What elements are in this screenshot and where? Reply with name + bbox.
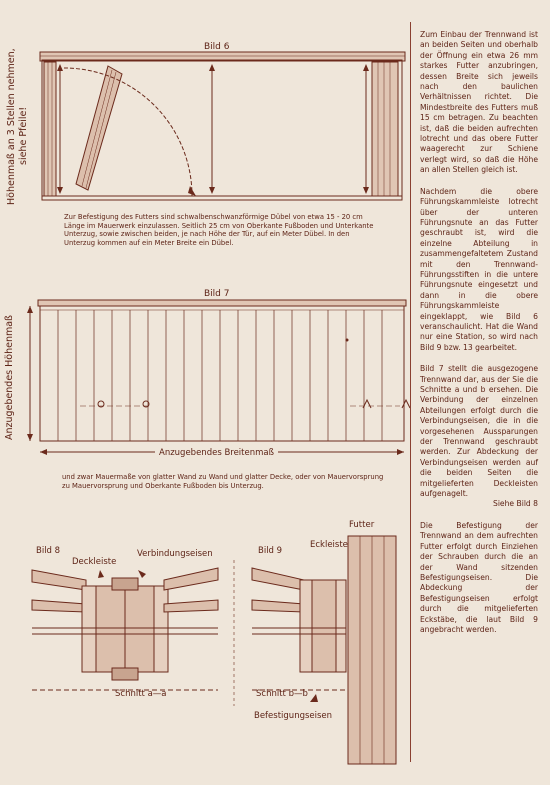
- fig9-eckleiste-label: Eckleiste: [310, 540, 348, 550]
- fig6-side-note-line2: siehe Pfeile!: [18, 106, 29, 165]
- fig9-futter-label: Futter: [349, 520, 375, 530]
- paragraph-1: Zum Einbau der Trennwand ist an beiden Seiten und oberhalb der Öffnung ein etwa 26 mm starkes Futter anzubringen, dessen Breite sich jeweils nach den baulichen Verhältnissen richtet. Die Mindestbreite des Futters muß 15 cm betragen. Zu beachten ist, daß die beiden aufrechten lotrecht und das obere Futter waagerecht zur Schiene verlegt wird, so daß die Höhe an allen Stellen gleich ist.: [420, 30, 538, 175]
- fig9-title: Bild 9: [258, 546, 283, 556]
- fig8-verbindung-label: Verbindungseisen: [137, 549, 213, 559]
- fig7-height-label: Anzugebendes Höhenmaß: [4, 314, 15, 440]
- paragraph-2: Nachdem die obere Führungskammleiste lotrecht über der unteren Führungsnute an das Futter geschraubt ist, wird die einzelne Abteilung in zusammengefaltetem Zustand mit den Trennwand-Führungsstiften in die untere Führungsnute eingesetzt und dann in die obere Führungskammleiste eingeklappt, wie Bild 6 veranschaulicht. Hat die Wand nur eine Station, so wird nach Bild 9 bzw. 13 gearbeitet.: [420, 186, 538, 352]
- fig9-befestigung-label: Befestigungseisen: [254, 711, 333, 721]
- fig7-width-label: Anzugebendes Breitenmaß: [155, 448, 278, 458]
- column-divider: [410, 22, 411, 762]
- right-column-text: [420, 30, 538, 646]
- fig7-caption: und zwar Mauermaße von glatter Wand zu Wand und glatter Decke, oder von Mauervorsprung zu Mauervorsprung und Oberkante Fußboden bis Unterzug.: [62, 473, 384, 490]
- fig6-caption: Zur Befestigung des Futters sind schwalbenschwanzförmige Dübel von etwa 15 - 20 cm Länge im Mauerwerk einzulassen. Seitlich 25 cm von Oberkante Fußboden und Unterkante Unterzug, sowie zwischen beiden, je nach Höhe der Tür, auf ein Meter Dübel. In den Unterzug kommen auf ein Meter Breite ein Dübel.: [64, 213, 374, 247]
- fig8-title: Bild 8: [36, 546, 61, 556]
- fig8-section-label: Schnitt a—a: [115, 689, 167, 699]
- fig9-section-label: Schnitt b—b: [256, 689, 308, 699]
- fig6-side-note-line1: Höhenmaß an 3 Stellen nehmen,: [6, 48, 17, 205]
- fig8-deckleiste-label: Deckleiste: [72, 557, 117, 567]
- paragraph-3-reference: Siehe Bild 8: [493, 499, 538, 509]
- fig7-title: Bild 7: [204, 289, 230, 299]
- fig6-title: Bild 6: [204, 42, 230, 52]
- paragraph-3: Bild 7 stellt die ausgezogene Trennwand dar, aus der Sie die Schnitte a und b ersehen. Die Verbindung der einzelnen Abteilungen erfolgt durch die Verbindungseisen, die in die vorgesehenen Aussparungen der Trennwand geschraubt werden. Zur Abdeckung der Verbindungseisen werden auf die beiden Seiten die mitgelieferten Deckleisten aufgenagelt.: [420, 364, 538, 499]
- paragraph-4: Die Befestigung der Trennwand an dem aufrechten Futter erfolgt durch Einziehen der Schrauben durch die an der Wand sitzenden Befestigungseisen. Die Abdeckung der Befestigungseisen erfolgt durch die mitgelieferten Eckstäbe, die laut Bild 9 angebracht werden.: [420, 520, 538, 634]
